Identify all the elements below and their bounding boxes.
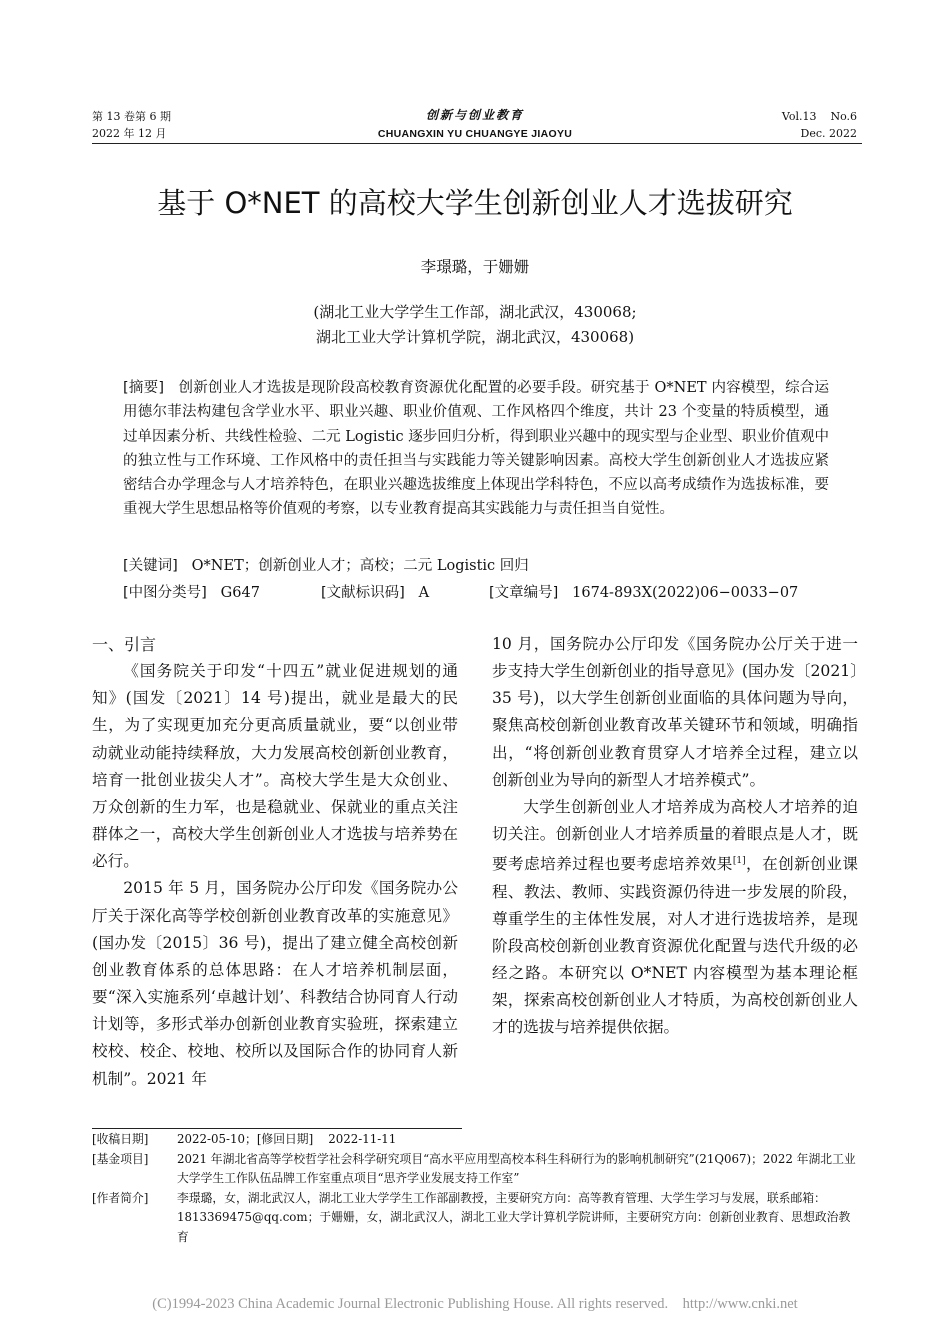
footnote-label: [作者简介] <box>92 1190 149 1205</box>
header-volume: Vol.13 No.6 <box>781 110 857 123</box>
clc-value: G647 <box>220 585 260 601</box>
keywords <box>123 556 529 576</box>
doc-value: A <box>418 585 430 601</box>
abstract-text: 创新创业人才选拔是现阶段高校教育资源优化配置的必要手段。研究基于 O*NET 内容模型，综合运用德尔菲法构建包含学业水平、职业兴趣、职业价值观、工作风格四个维度，共计 23 个变量的特质模型，通过单因素分析、共线性检验、二元 Logistic 逐步回归分析，得到职业兴趣中的现实型与企业型、职业价值观中的独立性与工作环境、工作风格中的责任担当与实践能力等关键影响因素。高校大学生创新创业人才选拔应紧密结合办学理念与人才培养特色，在职业兴趣选拔维度上体现出学科特色，不应以高考成绩作为选拔标准，要重视大学生思想品格等价值观的考察，以专业教育提高其实践能力与责任担当自觉性。 <box>123 380 830 518</box>
article-value: 1674-893X(2022)06−0033−07 <box>572 585 799 601</box>
body-paragraph <box>492 794 858 1042</box>
abstract-label: [摘要] <box>123 380 164 396</box>
footnote-text: 2021 年湖北省高等学校哲学社会科学研究项目“高水平应用型高校本科生科研行为的影响机制研究”(21Q067)；2022 年湖北工业大学学生工作队伍品牌工作室重点项目“思齐学业发展支持工作室” <box>177 1151 856 1185</box>
article-label: [文章编号] <box>489 585 559 601</box>
paper-authors: 李璟璐，于姗姗 <box>420 258 530 276</box>
section-heading-introduction: 一、引言 <box>92 635 157 654</box>
footnote-funding <box>92 1150 862 1189</box>
journal-pinyin: CHUANGXIN YU CHUANGYE JIAOYU <box>377 128 573 140</box>
doc-label: [文献标识码] <box>321 585 405 601</box>
footnote-label: [收稿日期] <box>92 1132 149 1146</box>
citation-ref: [1] <box>732 856 746 867</box>
clc-label: [中图分类号] <box>123 585 207 601</box>
abstract <box>123 376 829 522</box>
clc-number <box>123 583 260 603</box>
body-left-column <box>92 631 458 1093</box>
paper-title: 基于 O*NET 的高校大学生创新创业人才选拔研究 <box>157 186 793 220</box>
footnote-rule <box>92 1128 462 1129</box>
paragraph-text: 大学生创新创业人才培养成为高校人才培养的迫切关注。创新创业人才培养质量的着眼点是人才，既要考虑培养过程也要考虑培养效果 <box>492 797 858 874</box>
keywords-text: O*NET；创新创业人才；高校；二元 Logistic 回归 <box>191 558 529 574</box>
body-paragraph: 《国务院关于印发“十四五”就业促进规划的通知》(国发〔2021〕14 号)提出，就业是最大的民生，为了实现更加充分更高质量就业，要“以创业带动就业动能持续释放，大力发展高校创新创业教育，培育一批创业拔尖人才”。高校大学生是大众创业、万众创新的生力军，也是稳就业、保就业的重点关注群体之一，高校大学生创新创业人才选拔与培养势在必行。 <box>92 662 458 871</box>
body-right-column <box>492 631 858 1042</box>
keywords-label: [关键词] <box>123 558 178 574</box>
affiliation-1: (湖北工业大学学生工作部，湖北武汉，430068; <box>313 303 637 321</box>
document-code <box>321 583 429 603</box>
header-rule <box>92 143 862 144</box>
footnote-text: 2022-05-10；[修回日期] 2022-11-11 <box>177 1132 397 1146</box>
body-paragraph: 10 月，国务院办公厅印发《国务院办公厅关于进一步支持大学生创新创业的指导意见》(国办发〔2021〕35 号)，以大学生创新创业面临的具体问题为导向，聚焦高校创新创业教育改革关键环节和领域，明确指出，“将创新创业教育贯穿人才培养全过程，建立以创新创业为导向的新型人才培养模式”。 <box>492 635 858 789</box>
footnote-author-bio <box>92 1189 862 1248</box>
body-paragraph: 2015 年 5 月，国务院办公厅印发《国务院办公厅关于深化高等学校创新创业教育改革的实施意见》(国办发〔2015〕36 号)，提出了建立健全高校创新创业教育体系的总体思路：在人才培养机制层面，要“深入实施系列‘卓越计划’、科教结合协同育人行动计划等，多形式举办创新创业教育实验班，探索建立校校、校企、校地、校所以及国际合作的协同育人新机制”。2021 年 <box>92 879 458 1088</box>
copyright-footer: (C)1994-2023 China Academic Journal Electronic Publishing House. All rights reserved. http://www.cnki.net <box>152 1296 798 1312</box>
footnote-label: [基金项目] <box>92 1151 149 1166</box>
footnote-received <box>92 1130 862 1150</box>
header-date-en: Dec. 2022 <box>800 127 857 140</box>
affiliation-2: 湖北工业大学计算机学院，湖北武汉，430068) <box>315 328 635 346</box>
header-date: 2022 年 12 月 <box>92 127 167 140</box>
article-number <box>489 583 798 603</box>
journal-logo: 创新与创业教育 <box>425 108 524 122</box>
paragraph-text: ，在创新创业课程、教法、教师、实践资源仍待进一步发展的阶段，尊重学生的主体性发展，对人才进行选拔培养，是现阶段高校创新创业教育资源优化配置与迭代升级的必经之路。本研究以 O*NET 内容模型为基本理论框架，探索高校创新创业人才特质，为高校创新创业人才的选拔与培养提供依据。 <box>492 855 858 1037</box>
header-issue: 第 13 卷第 6 期 <box>92 110 171 123</box>
footnotes <box>92 1130 862 1247</box>
footnote-text: 李璟璐，女，湖北武汉人，湖北工业大学学生工作部副教授，主要研究方向：高等教育管理、大学生学习与发展，联系邮箱：1813369475@qq.com；于姗姗，女，湖北武汉人，湖北工业大学计算机学院讲师，主要研究方向：创新创业教育、思想政治教育 <box>177 1190 851 1244</box>
